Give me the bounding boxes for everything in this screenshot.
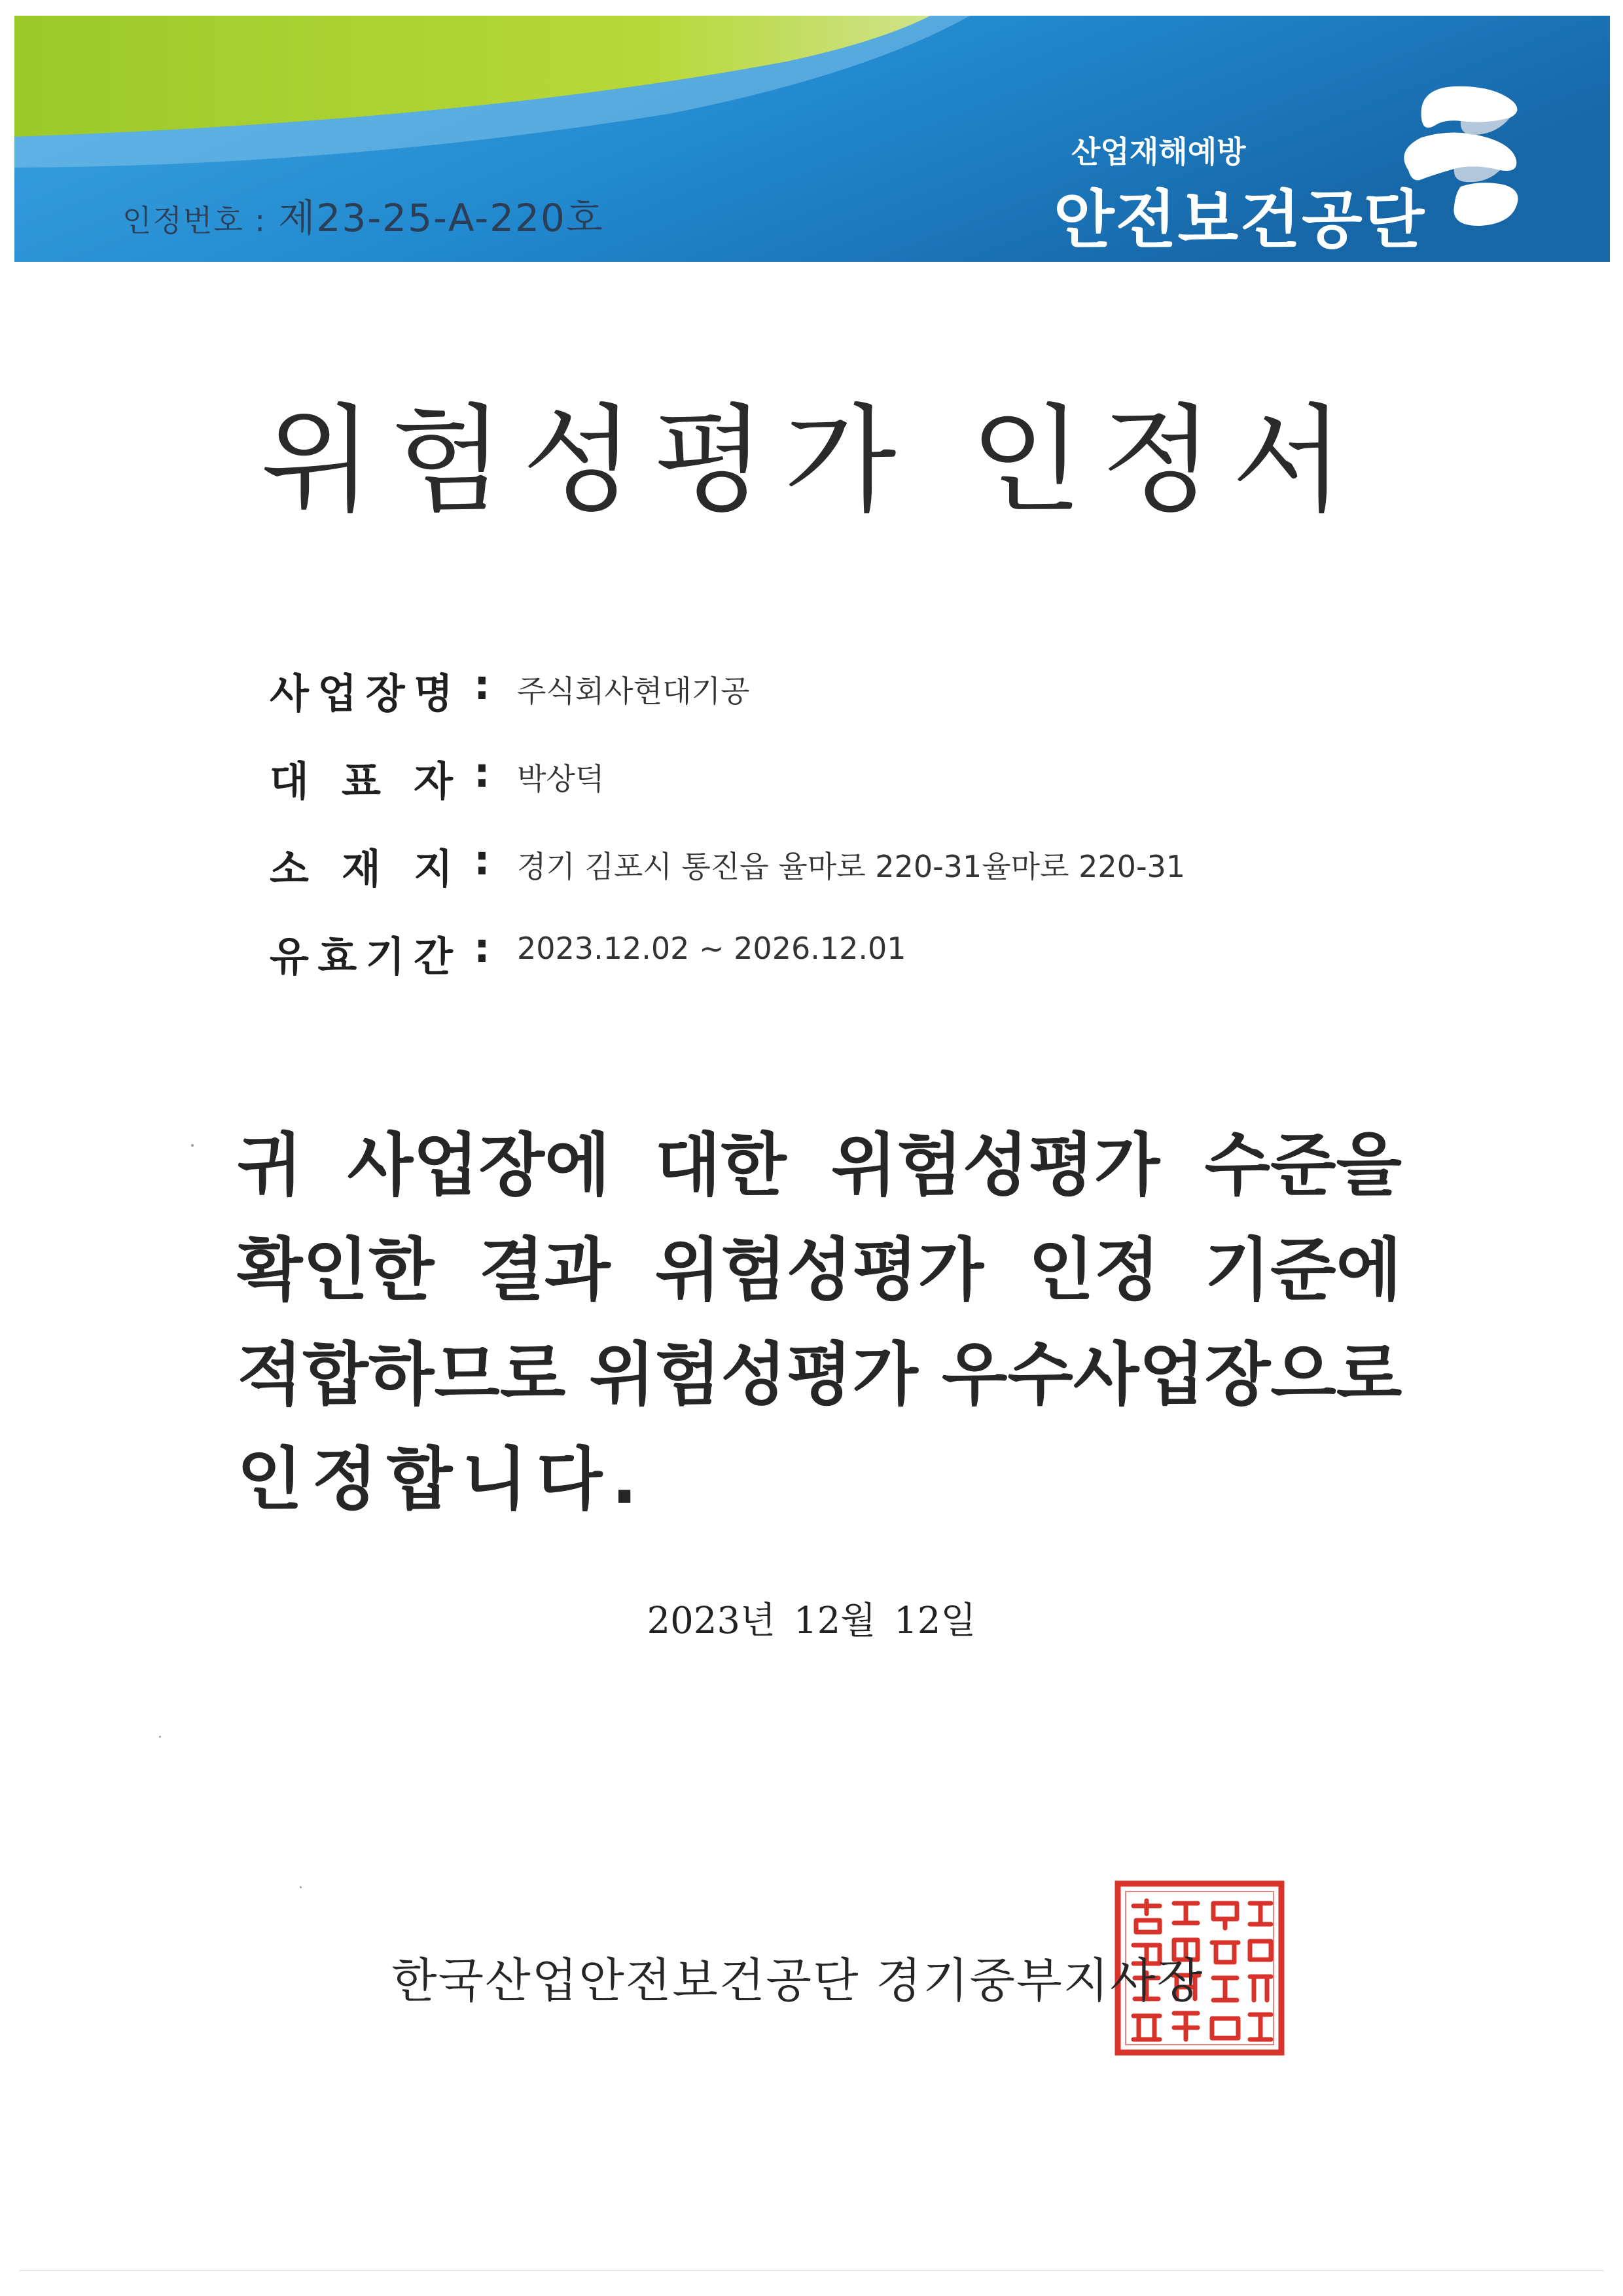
field-label: 소 재 지 [270,845,453,893]
kosha-swirl-logo-icon [1382,72,1546,236]
statement-line: 귀 사업장에 대한 위험성평가 수준을 [237,1125,1402,1205]
issue-date: 2023년 12월 12일 [647,1600,976,1642]
field-colon: : [474,924,490,972]
scan-speck [191,1144,194,1147]
field-value: 박상덕 [517,761,605,797]
header-banner [14,16,1610,262]
field-row-representative [270,749,1448,836]
scan-speck [300,1886,302,1888]
field-label: 사 업 장 명 [270,670,453,717]
field-row-workplace [270,661,1448,749]
statement-line: 확인한 결과 위험성평가 인정 기준에 [237,1230,1402,1310]
scan-speck [159,1736,161,1738]
field-colon: : [474,836,490,884]
org-subtitle: 산업재해예방 [1071,134,1246,170]
field-colon: : [474,661,490,709]
cert-number [122,187,604,242]
field-value: 주식회사현대기공 [517,673,750,709]
field-row-validity [270,924,1448,1012]
org-name: 안전보건공단 [1054,183,1426,257]
field-colon: : [474,749,490,797]
field-label: 유 효 기 간 [270,933,453,980]
page-bottom-line [20,2270,1603,2271]
field-row-address [270,836,1448,924]
field-value: 2023.12.02 ~ 2026.12.01 [517,931,906,966]
document-title: 위험성평가 인정서 [260,393,1363,528]
field-label: 대 표 자 [270,757,453,805]
cert-number-value: 제23-25-A-220호 [278,196,604,240]
certification-statement [237,1113,1402,1532]
field-value: 경기 김포시 통진읍 율마로 220-31율마로 220-31 [517,849,1186,884]
statement-line: 인정합니다. [237,1439,647,1519]
cert-number-label: 인정번호 : [122,203,266,238]
info-fields [270,661,1448,1012]
statement-line: 적합하므로 위험성평가 우수사업장으로 [237,1335,1402,1414]
issuer-name: 한국산업안전보건공단 경기중부지사장 [391,1953,1204,2008]
